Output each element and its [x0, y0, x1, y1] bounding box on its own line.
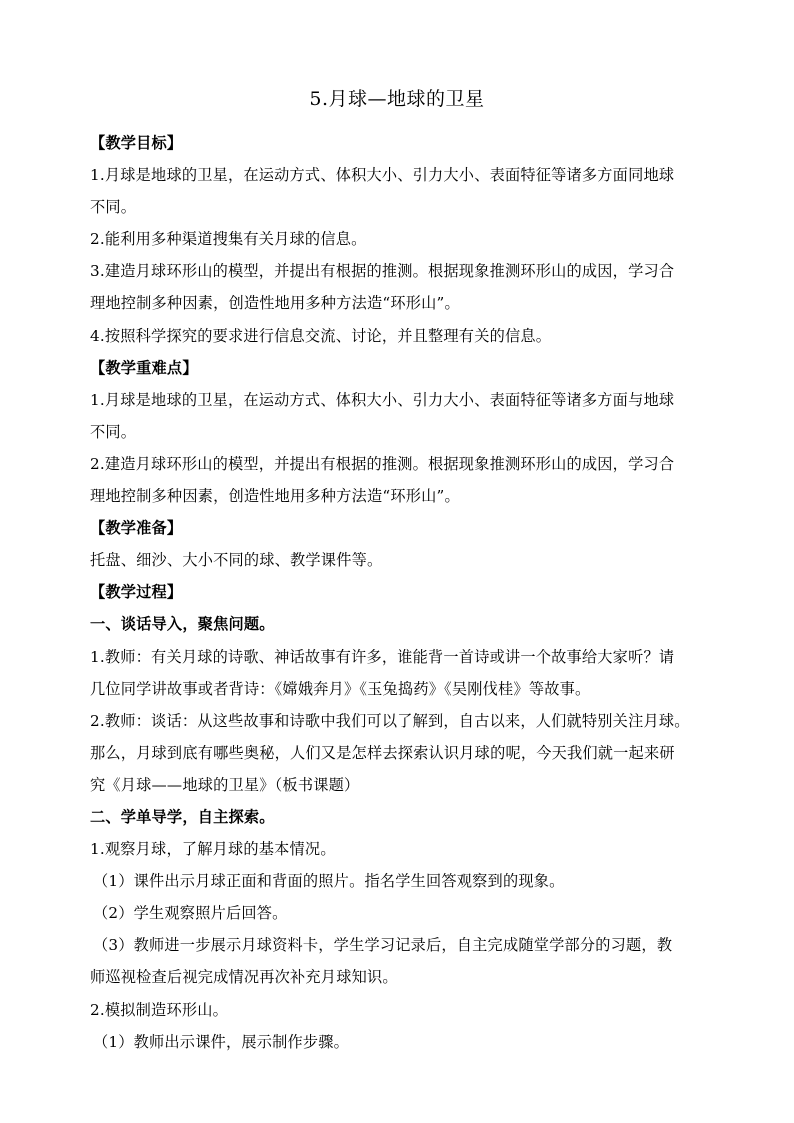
- section-heading-preparation: 【教学准备】: [90, 519, 183, 538]
- subheading-introduction: 一、谈话导入，聚焦问题。: [90, 615, 275, 634]
- section-heading-process: 【教学过程】: [90, 583, 183, 602]
- subheading-exploration: 二、学单导学，自主探索。: [90, 807, 275, 826]
- paragraph-line: 2.模拟制造环形山。: [90, 1000, 228, 1019]
- paragraph-line: 3.建造月球环形山的模型，并提出有根据的推测。根据现象推测环形山的成因，学习合: [90, 262, 675, 281]
- paragraph-line: （2）学生观察照片后回答。: [93, 904, 288, 923]
- paragraph-line: 2.能利用多种渠道搜集有关月球的信息。: [90, 230, 367, 249]
- paragraph-line: （1）教师出示课件，展示制作步骤。: [93, 1032, 350, 1051]
- page-title: 5.月球—地球的卫星: [309, 88, 485, 110]
- paragraph-line: 1.教师：有关月球的诗歌、神话故事有许多，谁能背一首诗或讲一个故事给大家听？请: [90, 647, 675, 666]
- section-heading-key-points: 【教学重难点】: [90, 358, 198, 377]
- paragraph-line: 师巡视检查后视完成情况再次补充月球知识。: [90, 968, 398, 987]
- paragraph-line: （3）教师进一步展示月球资料卡，学生学习记录后，自主完成随堂学部分的习题，教: [93, 936, 673, 955]
- paragraph-line: 不同。: [90, 198, 137, 217]
- paragraph-line: （1）课件出示月球正面和背面的照片。指名学生回答观察到的现象。: [93, 872, 565, 891]
- paragraph-line: 1.月球是地球的卫星，在运动方式、体积大小、引力大小、表面特征等诸多方面同地球: [90, 166, 675, 185]
- document-body: [90, 127, 708, 1058]
- paragraph-line: 不同。: [90, 422, 137, 441]
- paragraph-line: 几位同学讲故事或者背诗：《嫦娥奔月》《玉兔捣药》《吴刚伐桂》等故事。: [90, 679, 591, 698]
- paragraph-line: 4.按照科学探究的要求进行信息交流、讨论，并且整理有关的信息。: [90, 326, 552, 345]
- section-heading-objectives: 【教学目标】: [90, 134, 183, 152]
- paragraph-line: 理地控制多种因素，创造性地用多种方法造“环形山”。: [90, 487, 460, 506]
- paragraph-line: 1.月球是地球的卫星，在运动方式、体积大小、引力大小、表面特征等诸多方面与地球: [90, 390, 675, 409]
- paragraph-line: 那么，月球到底有哪些奥秘，人们又是怎样去探索认识月球的呢，今天我们就一起来研: [90, 743, 675, 762]
- paragraph-line: 托盘、细沙、大小不同的球、教学课件等。: [90, 551, 383, 570]
- paragraph-line: 理地控制多种因素，创造性地用多种方法造“环形山”。: [90, 294, 460, 313]
- paragraph-line: 究《月球——地球的卫星》（板书课题）: [90, 775, 360, 794]
- paragraph-line: 2.教师：谈话：从这些故事和诗歌中我们可以了解到，自古以来，人们就特别关注月球。: [90, 711, 690, 730]
- paragraph-line: 2.建造月球环形山的模型，并提出有根据的推测。根据现象推测环形山的成因，学习合: [90, 454, 675, 473]
- paragraph-line: 1.观察月球，了解月球的基本情况。: [90, 840, 336, 859]
